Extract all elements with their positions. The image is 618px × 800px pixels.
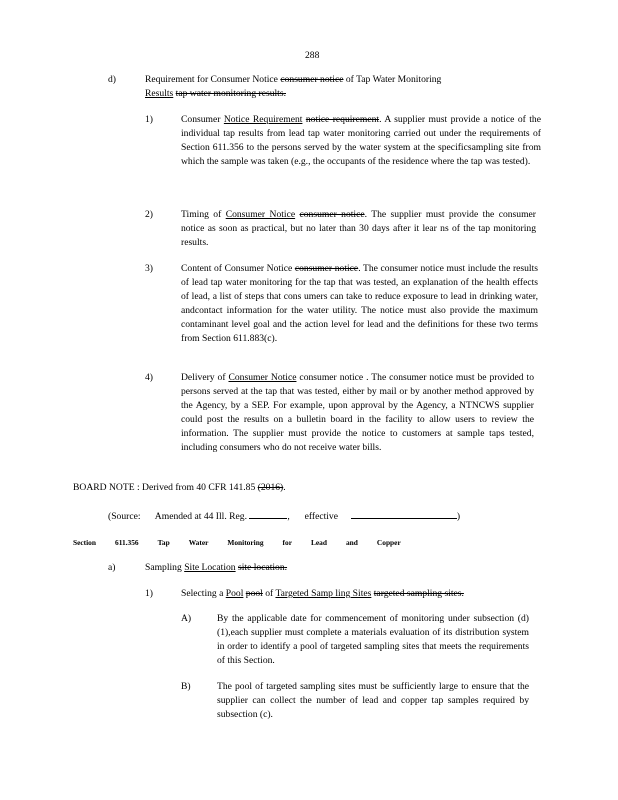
marker-A: A) (181, 613, 192, 624)
paragraph-B: The pool of targeted sampling sites must be sufficiently large to ensure that the supplier can collect the number of lead and copper tap samples required by subsection (c). (217, 681, 529, 720)
paragraph-d3: Content of Consumer Notice consumer notice. The consumer notice must include the results of lead tap water monitoring for the tap that was tested, an explanation of the health effects of lead, a list of steps that cons umers can take to reduce exposure to lead in drinking water, andcontact information for the water utility. The notice must also provide the maximum contaminant level goal and the action level for lead and the definitions for these two terms from Section 611.883(c). (181, 263, 538, 344)
effective-date-blank (351, 508, 457, 519)
source-line: (Source: Amended at 44 Ill. Reg. , effective ) (108, 508, 508, 524)
section-header: Section 611.356 Tap Water Monitoring for Lead and Copper (73, 538, 401, 547)
subsection-a1-heading: Selecting a Pool pool of Targeted Samp ling Sites targeted sampling sites. (181, 588, 464, 599)
marker-a1: 1) (145, 588, 153, 599)
marker-d1: 1) (145, 114, 153, 125)
subsection-d-heading: Requirement for Consumer Notice consumer notice of Tap Water Monitoring Results tap water monitoring results. (145, 74, 442, 99)
board-note: BOARD NOTE : Derived from 40 CFR 141.85 (2016). (73, 482, 286, 493)
marker-d4: 4) (145, 372, 153, 383)
marker-d3: 3) (145, 263, 153, 274)
subsection-a-heading: Sampling Site Location site location. (145, 562, 288, 573)
paragraph-A: By the applicable date for commencement of monitoring under subsection (d)(1),each supplier must complete a materials evaluation of its distribution system in order to identify a pool of targeted sampling sites that meets the requirements of this Section. (217, 613, 529, 666)
marker-B: B) (181, 681, 191, 692)
paragraph-d1: Consumer Notice Requirement notice requirement. A supplier must provide a notice of the individual tap results from lead tap water monitoring carried out under the requirements of Section 611.356 to the persons served by the water system at the specificsampling site from which the sample was taken (e.g., the occupants of the residence where the tap was tested). (181, 114, 541, 167)
page-number: 288 (305, 50, 320, 61)
paragraph-d4: Delivery of Consumer Notice consumer notice . The consumer notice must be provided to persons served at the tap that was tested, either by mail or by another method approved by the Agency, by a SEP. For example, upon approval by the Agency, a NTNCWS supplier could post the results on a bulletin board in the facility to allow users to review the information. The supplier must provide the notice to customers at sample taps tested, including consumers who do not receive water bills. (181, 372, 534, 453)
paragraph-d2: Timing of Consumer Notice consumer notice. The supplier must provide the consumer notice as soon as practical, but no later than 30 days after it lear ns of the tap monitoring results. (181, 209, 536, 248)
marker-d2: 2) (145, 209, 153, 220)
marker-d: d) (108, 74, 116, 85)
marker-a: a) (108, 562, 116, 573)
register-issue-blank (249, 508, 287, 519)
